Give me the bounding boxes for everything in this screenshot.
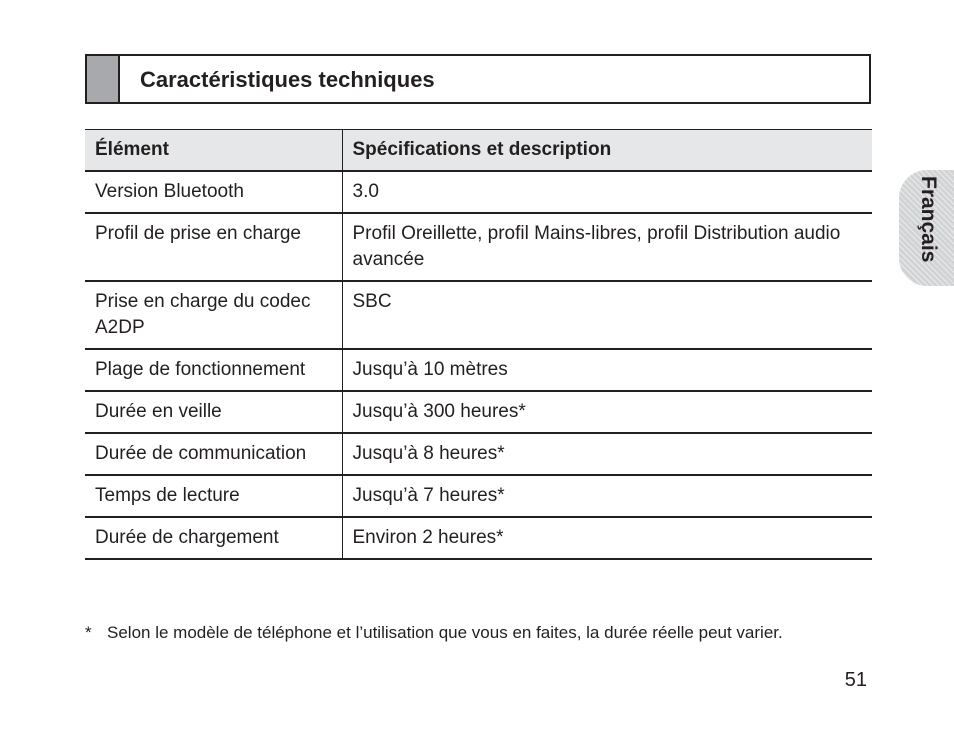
table-cell-specification: Environ 2 heures* xyxy=(342,517,872,559)
table-cell-specification: Profil Oreillette, profil Mains-libres, profil Distribution audio avancée xyxy=(342,213,872,281)
page-number: 51 xyxy=(844,669,867,691)
table-row xyxy=(85,349,872,391)
table-cell-element: Plage de fonctionnement xyxy=(85,349,342,391)
table-cell-element: Durée de chargement xyxy=(85,517,342,559)
table-row xyxy=(85,213,872,281)
section-header xyxy=(85,54,871,104)
table-cell-element: Profil de prise en charge xyxy=(85,213,342,281)
table-cell-element: Prise en charge du codec A2DP xyxy=(85,281,342,349)
table-cell-specification: Jusqu’à 10 mètres xyxy=(342,349,872,391)
column-header-element: Élément xyxy=(85,130,342,172)
table-cell-specification: 3.0 xyxy=(342,171,872,213)
table-row xyxy=(85,433,872,475)
footnote xyxy=(85,621,865,645)
table-cell-element: Durée en veille xyxy=(85,391,342,433)
footnote-mark: * xyxy=(85,623,92,642)
table-row xyxy=(85,281,872,349)
table-cell-element: Temps de lecture xyxy=(85,475,342,517)
table-cell-specification: Jusqu’à 7 heures* xyxy=(342,475,872,517)
table-row xyxy=(85,391,872,433)
language-tab xyxy=(899,170,954,286)
table-header-row xyxy=(85,130,872,172)
section-marker xyxy=(87,56,120,102)
table-row xyxy=(85,517,872,559)
column-header-specification: Spécifications et description xyxy=(342,130,872,172)
spec-table xyxy=(85,129,872,560)
table-cell-specification: Jusqu’à 300 heures* xyxy=(342,391,872,433)
language-tab-label: Français xyxy=(917,176,940,263)
table-cell-element: Version Bluetooth xyxy=(85,171,342,213)
table-cell-specification: SBC xyxy=(342,281,872,349)
section-title: Caractéristiques techniques xyxy=(140,67,435,92)
table-cell-specification: Jusqu’à 8 heures* xyxy=(342,433,872,475)
table-row xyxy=(85,171,872,213)
table-row xyxy=(85,475,872,517)
table-cell-element: Durée de communication xyxy=(85,433,342,475)
footnote-text: Selon le modèle de téléphone et l’utilisation que vous en faites, la durée réelle peut varier. xyxy=(107,623,783,642)
